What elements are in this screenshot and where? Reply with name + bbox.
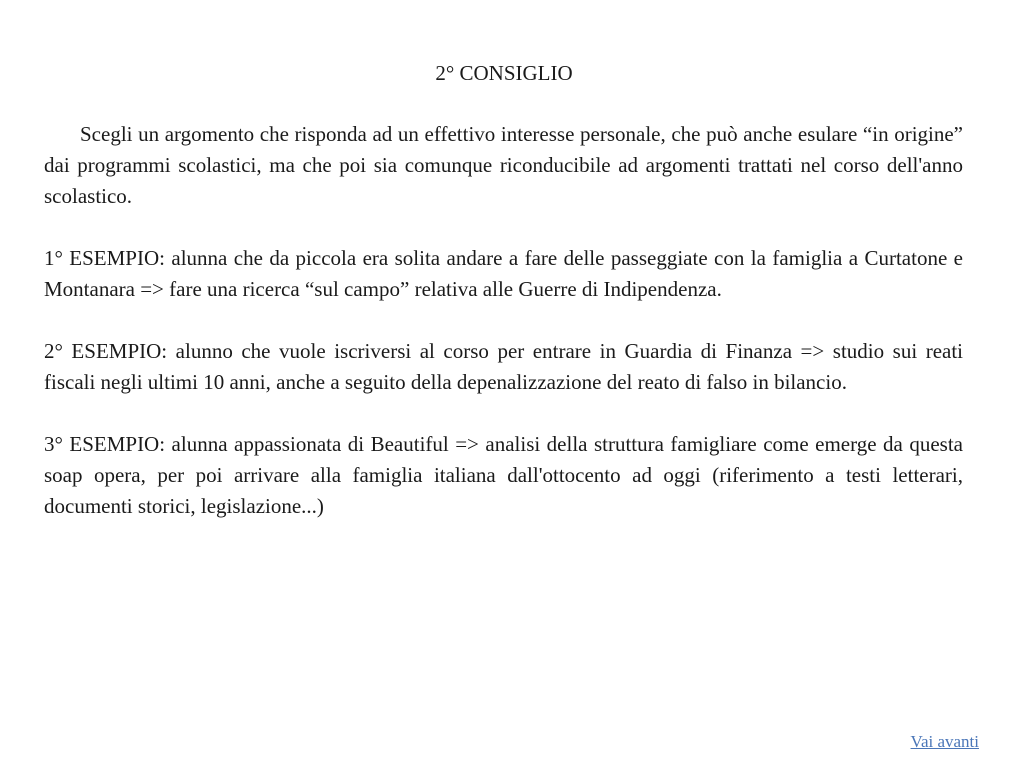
spacer — [44, 305, 963, 336]
intro-paragraph: Scegli un argomento che risponda ad un effettivo interesse personale, che può anche esulare “in origine” dai programmi scolastici, ma che poi sia comunque riconducibile ad argomenti trattati nel corso dell'anno scolastico. — [44, 122, 963, 208]
example-label-1: 1° ESEMPIO: — [44, 246, 165, 270]
example-paragraph-1 — [44, 243, 963, 305]
example-paragraph-2 — [44, 336, 963, 398]
next-link[interactable]: Vai avanti — [910, 732, 979, 751]
spacer — [44, 212, 963, 243]
slide-content — [44, 119, 963, 522]
example-text-1: alunna che da piccola era solita andare a fare delle passeggiate con la famiglia a Curtatone e Montanara => fare una ricerca “sul campo” relativa alle Guerre di Indipendenza. — [44, 246, 963, 301]
spacer — [44, 398, 963, 429]
example-paragraph-3 — [44, 429, 963, 522]
example-text-3: alunna appassionata di Beautiful => analisi della struttura famigliare come emerge da questa soap opera, per poi arrivare alla famiglia italiana dall'ottocento ad oggi (riferimento a testi letterari, documenti storici, legislazione...) — [44, 432, 963, 518]
example-label-3: 3° ESEMPIO: — [44, 432, 166, 456]
example-label-2: 2° ESEMPIO: — [44, 339, 168, 363]
example-text-2: alunno che vuole iscriversi al corso per entrare in Guardia di Finanza => studio sui reati fiscali negli ultimi 10 anni, anche a seguito della depenalizzazione del reato di falso in bilancio. — [44, 339, 963, 394]
slide-title: 2° CONSIGLIO — [435, 61, 573, 85]
